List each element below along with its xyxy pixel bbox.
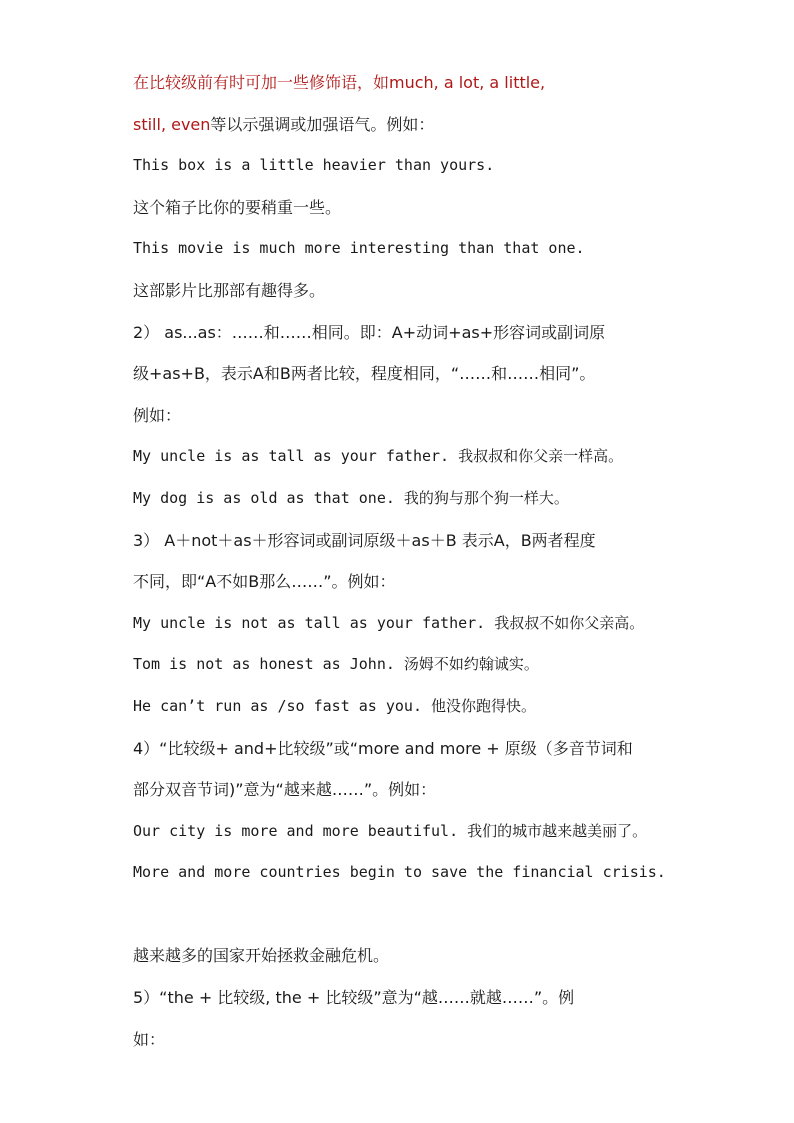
translation-9: 越来越多的国家开始拯救金融危机。 [133, 946, 390, 966]
rule-3-line-2: 不同，即“A不如B那么……”。例如： [133, 572, 396, 592]
blank-line [133, 894, 678, 936]
rule-5-line-2: 如： [133, 1029, 166, 1049]
example-sentence-1: This box is a little heavier than yours. [133, 156, 495, 175]
example-sentence-9: More and more countries begin to save the financial crisis. [133, 863, 666, 882]
example-sentence-8: Our city is more and more beautiful. 我们的城市越来越美丽了。 [133, 821, 648, 840]
rule-3-line-1: 3） A＋not＋as＋形容词或副词原级＋as＋B 表示A，B两者程度 [133, 530, 596, 550]
rule-2-line-2: 级+as+B，表示A和B两者比较，程度相同，“……和……相同”。 [133, 364, 596, 384]
translation-2: 这部影片比那部有趣得多。 [133, 280, 326, 300]
example-sentence-3: My uncle is as tall as your father. 我叔叔和你父亲一样高。 [133, 447, 624, 466]
example-sentence-2: This movie is much more interesting than that one. [133, 239, 585, 258]
text-line-1: 在比较级前有时可加一些修饰语，如much, a lot, a little, [133, 73, 546, 92]
text-line-2-rest: 等以示强调或加强语气。例如： [210, 114, 435, 134]
translation-1: 这个箱子比你的要稍重一些。 [133, 197, 342, 217]
rule-5-line-1: 5）“the + 比较级, the + 比较级”意为“越……就越……”。例 [133, 988, 575, 1008]
rule-4-line-2: 部分双音节词)”意为“越来越……”。例如： [133, 780, 437, 800]
example-intro-2: 例如： [133, 405, 182, 425]
example-sentence-7: He can’t run as /so fast as you. 他没你跑得快。 [133, 696, 537, 715]
highlight-words: still, even [133, 114, 211, 134]
text-line-2 [133, 104, 678, 146]
rule-4-line-1: 4）“比较级+ and+比较级”或“more and more + 原级（多音节词和 [133, 738, 633, 758]
document-page [133, 62, 678, 1060]
example-sentence-4: My dog is as old as that one. 我的狗与那个狗一样大。 [133, 488, 569, 507]
rule-2-line-1: 2） as...as：……和……相同。即：A+动词+as+形容词或副词原 [133, 322, 606, 342]
example-sentence-6: Tom is not as honest as John. 汤姆不如约翰诚实。 [133, 655, 539, 674]
example-sentence-5: My uncle is not as tall as your father. 我叔叔不如你父亲高。 [133, 613, 645, 632]
